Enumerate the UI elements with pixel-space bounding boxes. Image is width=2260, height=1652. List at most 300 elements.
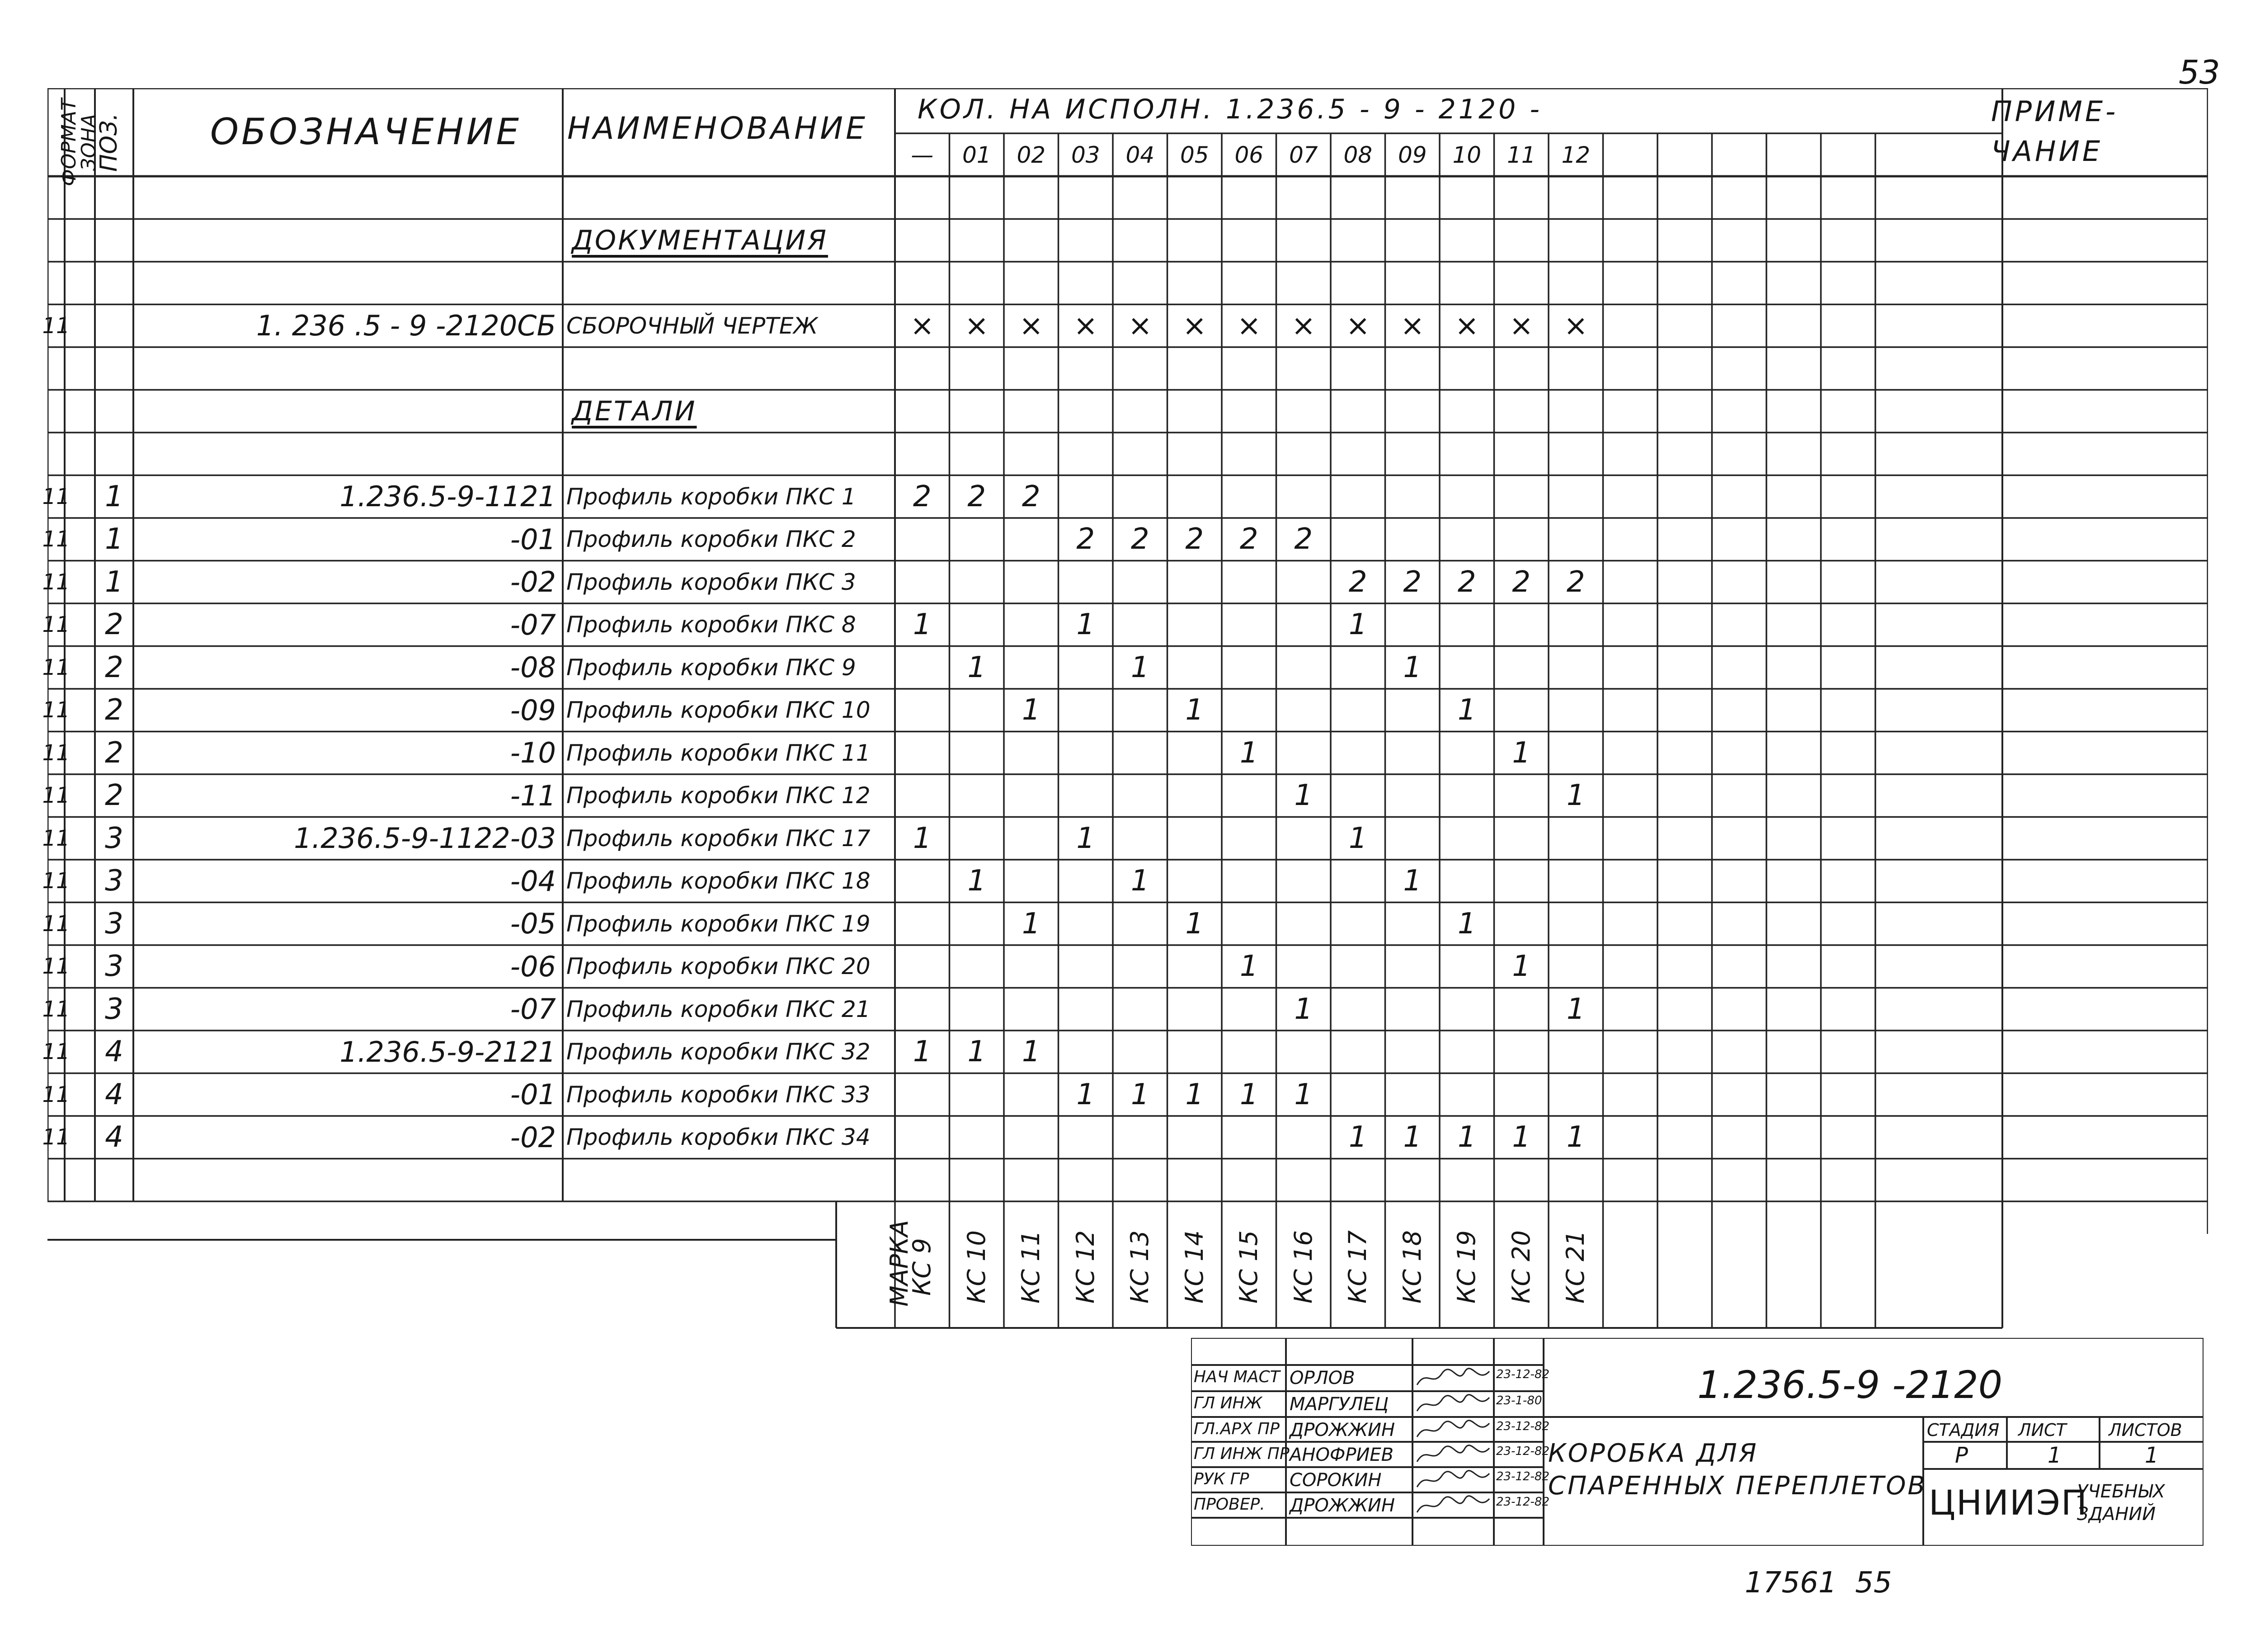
row-name: Профиль коробки ПКС 21: [566, 996, 871, 1022]
row-format: 11: [42, 1125, 70, 1150]
header-variant: 12: [1561, 141, 1591, 168]
qty-cell: [1385, 903, 1440, 946]
qty-cell: [1331, 732, 1385, 775]
row-pos: 2: [105, 608, 123, 642]
qty-cell: 2: [1348, 565, 1367, 599]
qty-cell: [1440, 646, 1494, 689]
signer-role: ГЛ.АРХ ПР: [1194, 1420, 1280, 1438]
qty-cell: 1: [1566, 779, 1585, 813]
qty-cell: 1: [1076, 608, 1095, 642]
signature: [1415, 1469, 1492, 1492]
qty-cell: [1113, 988, 1168, 1031]
qty-cell: [1331, 774, 1385, 817]
qty-cell: [1113, 603, 1168, 646]
qty-cell: [1549, 732, 1603, 775]
row-designation: [133, 390, 556, 433]
qty-cell: [1222, 646, 1276, 689]
qty-cell: [950, 817, 1004, 860]
qty-cell: 1: [1348, 608, 1367, 642]
qty-cell: [1113, 1031, 1168, 1073]
header-name: НАИМЕНОВАНИЕ: [567, 111, 868, 146]
qty-cell: [1168, 732, 1222, 775]
marka-value: КС 14: [1180, 1230, 1209, 1304]
qty-cell: [1549, 945, 1603, 988]
specification-table: [42, 88, 2208, 1331]
qty-cell: [1276, 475, 1331, 518]
qty-cell: [1549, 475, 1603, 518]
row-designation: -02: [510, 1120, 556, 1154]
qty-cell: [1004, 603, 1059, 646]
marka-value: КС 17: [1343, 1230, 1372, 1304]
row-designation: 1.236.5-9-1122-03: [294, 822, 556, 855]
qty-cell: [1222, 1031, 1276, 1073]
row-designation: -07: [510, 993, 556, 1026]
row-format: 11: [42, 697, 70, 723]
qty-cell: 1: [1185, 1078, 1204, 1111]
row-format: 11: [42, 484, 70, 509]
header-variant: 07: [1289, 141, 1318, 168]
qty-cell: [1549, 817, 1603, 860]
row-name: СБОРОЧНЫЙ ЧЕРТЕЖ: [566, 312, 818, 339]
row-format: [47, 176, 65, 219]
qty-cell: [1276, 561, 1331, 604]
qty-cell: [1331, 518, 1385, 561]
qty-cell: [1385, 603, 1440, 646]
signer-role: РУК ГР: [1194, 1470, 1249, 1488]
qty-cell: [1004, 860, 1059, 903]
qty-cell: [1549, 1073, 1603, 1116]
row-pos: [95, 305, 133, 348]
signer-date: 23-12-82: [1496, 1495, 1550, 1509]
qty-cell: ×: [910, 309, 935, 343]
qty-cell: [1385, 988, 1440, 1031]
qty-cell: 1: [1403, 650, 1422, 684]
signer-role: ПРОВЕР.: [1194, 1495, 1265, 1514]
qty-cell: [1385, 689, 1440, 732]
row-pos: 3: [105, 821, 123, 855]
sheet-label: ЛИСТ: [2018, 1420, 2067, 1440]
header-variant: 01: [962, 141, 991, 168]
row-designation: -06: [510, 950, 556, 983]
row-format: 11: [42, 783, 70, 809]
qty-cell: [1276, 860, 1331, 903]
qty-cell: [1059, 1031, 1113, 1073]
qty-cell: ×: [1346, 309, 1370, 343]
qty-cell: 1: [1294, 779, 1313, 813]
qty-cell: [1440, 860, 1494, 903]
org-subtitle: УЧЕБНЫХ ЗДАНИЙ: [2077, 1481, 2165, 1525]
qty-cell: [1276, 817, 1331, 860]
row-name: [566, 347, 894, 390]
qty-cell: [1004, 774, 1059, 817]
row-designation: -11: [510, 779, 556, 812]
row-designation: [133, 219, 556, 262]
qty-cell: [1385, 732, 1440, 775]
qty-cell: [1113, 903, 1168, 946]
qty-cell: [1168, 860, 1222, 903]
qty-cell: [1113, 732, 1168, 775]
qty-cell: [1494, 903, 1549, 946]
row-format: 11: [42, 527, 70, 552]
row-format: [47, 1159, 65, 1202]
qty-cell: [1222, 1116, 1276, 1159]
qty-cell: 1: [1185, 693, 1204, 727]
qty-cell: [1494, 689, 1549, 732]
qty-cell: 1: [1022, 693, 1041, 727]
qty-cell: [1004, 646, 1059, 689]
row-designation: -04: [510, 864, 556, 898]
row-name: [566, 1159, 894, 1202]
header-variant: 09: [1398, 141, 1427, 168]
qty-cell: [1059, 945, 1113, 988]
row-format: 11: [42, 612, 70, 638]
row-designation: -10: [510, 736, 556, 770]
qty-cell: 2: [1130, 522, 1149, 556]
qty-cell: [1113, 561, 1168, 604]
qty-cell: [1222, 817, 1276, 860]
row-designation: [133, 433, 556, 475]
qty-cell: [1494, 1073, 1549, 1116]
row-designation: -02: [510, 565, 556, 599]
row-name: Профиль коробки ПКС 17: [566, 825, 871, 852]
qty-cell: [1276, 945, 1331, 988]
marka-value: КС 18: [1398, 1230, 1427, 1304]
qty-cell: [950, 988, 1004, 1031]
qty-cell: 2: [1022, 480, 1041, 513]
qty-cell: [950, 518, 1004, 561]
qty-cell: ×: [1182, 309, 1207, 343]
qty-cell: [1276, 603, 1331, 646]
header-variant: 11: [1507, 141, 1536, 168]
qty-cell: [1331, 988, 1385, 1031]
signer-name: МАРГУЛЕЦ: [1290, 1394, 1389, 1415]
row-designation: 1.236.5-9-1121: [339, 480, 556, 513]
qty-cell: ×: [964, 309, 989, 343]
qty-cell: [1004, 1073, 1059, 1116]
qty-cell: [1168, 945, 1222, 988]
qty-cell: [1331, 1073, 1385, 1116]
signer-date: 23-1-80: [1496, 1394, 1542, 1407]
qty-cell: 2: [1076, 522, 1095, 556]
row-pos: 3: [105, 907, 123, 941]
qty-cell: 1: [1512, 950, 1531, 984]
qty-cell: 1: [1512, 736, 1531, 770]
row-designation: -05: [510, 907, 556, 941]
qty-cell: [1440, 603, 1494, 646]
qty-cell: [1331, 689, 1385, 732]
signature: [1415, 1444, 1492, 1467]
doc-title: КОРОБКА ДЛЯ СПАРЕННЫХ ПЕРЕПЛЕТОВ: [1548, 1439, 1927, 1501]
signature: [1415, 1393, 1492, 1417]
marka-value: КС 16: [1289, 1230, 1318, 1304]
row-format: 11: [42, 911, 70, 937]
qty-cell: [1004, 561, 1059, 604]
qty-cell: [1494, 646, 1549, 689]
qty-cell: [950, 689, 1004, 732]
qty-cell: [1494, 860, 1549, 903]
qty-cell: [1385, 945, 1440, 988]
page-number: 53: [2179, 53, 2220, 91]
qty-cell: [1004, 945, 1059, 988]
marka-value: КС 12: [1071, 1230, 1100, 1304]
stage-label: СТАДИЯ: [1927, 1420, 2000, 1440]
sheets-value: 1: [2145, 1443, 2159, 1468]
qty-cell: 1: [1457, 1120, 1476, 1154]
qty-cell: [895, 1073, 950, 1116]
qty-cell: [1059, 774, 1113, 817]
qty-cell: [895, 518, 950, 561]
qty-cell: 1: [1294, 992, 1313, 1026]
header-variant: 08: [1343, 141, 1373, 168]
qty-cell: [1494, 1031, 1549, 1073]
row-name: Профиль коробки ПКС 1: [566, 483, 856, 510]
qty-cell: 1: [1403, 864, 1422, 898]
signer-date: 23-12-82: [1496, 1470, 1550, 1483]
qty-cell: [1276, 732, 1331, 775]
signer-date: 23-12-82: [1496, 1368, 1550, 1381]
header-qty-title: КОЛ. НА ИСПОЛН. 1.236.5 - 9 - 2120 -: [918, 94, 1543, 125]
signer-date: 23-12-82: [1496, 1420, 1550, 1433]
section-heading: ДОКУМЕНТАЦИЯ: [572, 224, 828, 256]
marka-value: КС 11: [1017, 1230, 1045, 1304]
section-heading: ДЕТАЛИ: [572, 395, 697, 427]
qty-cell: [1059, 561, 1113, 604]
qty-cell: [1331, 646, 1385, 689]
row-pos: 3: [105, 992, 123, 1026]
qty-cell: [1168, 774, 1222, 817]
qty-cell: 1: [967, 650, 986, 684]
row-name: Профиль коробки ПКС 11: [566, 739, 871, 766]
qty-cell: [950, 945, 1004, 988]
qty-cell: 1: [1294, 1078, 1313, 1111]
qty-cell: [1440, 518, 1494, 561]
signer-name: АНОФРИЕВ: [1290, 1445, 1394, 1465]
qty-cell: [1331, 475, 1385, 518]
marka-value: КС 10: [962, 1230, 991, 1304]
row-format: [47, 433, 65, 475]
qty-cell: [1440, 988, 1494, 1031]
qty-cell: 2: [1185, 522, 1204, 556]
signer-name: ДРОЖЖИН: [1290, 1420, 1395, 1440]
qty-cell: [950, 903, 1004, 946]
row-name: [566, 262, 894, 305]
row-designation: [133, 176, 556, 219]
qty-cell: [1222, 988, 1276, 1031]
row-designation: -01: [510, 522, 556, 556]
row-format: [47, 347, 65, 390]
row-designation: 1. 236 .5 - 9 -2120СБ: [256, 309, 556, 343]
qty-cell: 1: [913, 1035, 932, 1069]
qty-cell: [1113, 945, 1168, 988]
qty-cell: [895, 903, 950, 946]
qty-cell: [1113, 817, 1168, 860]
qty-cell: [1385, 774, 1440, 817]
row-format: [47, 262, 65, 305]
qty-cell: ×: [1237, 309, 1262, 343]
qty-cell: [1440, 475, 1494, 518]
qty-cell: [1004, 817, 1059, 860]
qty-cell: [1004, 732, 1059, 775]
qty-cell: [1549, 860, 1603, 903]
marka-value: КС 15: [1234, 1230, 1263, 1304]
qty-cell: ×: [1019, 309, 1044, 343]
qty-cell: [1331, 1031, 1385, 1073]
qty-cell: [1276, 689, 1331, 732]
qty-cell: [1549, 603, 1603, 646]
row-designation: -09: [510, 693, 556, 727]
qty-cell: [1494, 988, 1549, 1031]
qty-cell: ×: [1563, 309, 1588, 343]
qty-cell: [1222, 603, 1276, 646]
qty-cell: [1004, 1116, 1059, 1159]
qty-cell: [1276, 903, 1331, 946]
qty-cell: [1549, 646, 1603, 689]
qty-cell: 1: [1130, 650, 1149, 684]
qty-cell: [1385, 817, 1440, 860]
marka-label: МАРКА: [885, 1220, 913, 1307]
row-pos: 2: [105, 693, 123, 727]
header-variant: 03: [1071, 141, 1100, 168]
row-pos: 2: [105, 736, 123, 770]
qty-cell: [1168, 1031, 1222, 1073]
row-pos: 1: [105, 480, 123, 513]
qty-cell: [1549, 518, 1603, 561]
qty-cell: [1222, 475, 1276, 518]
row-name: Профиль коробки ПКС 3: [566, 569, 856, 595]
header-format: ФОРМАТ: [57, 99, 80, 186]
row-name: [566, 433, 894, 475]
qty-cell: [1168, 817, 1222, 860]
marka-value: КС 21: [1561, 1230, 1590, 1304]
row-name: Профиль коробки ПКС 2: [566, 526, 856, 553]
row-designation: -01: [510, 1078, 556, 1111]
qty-cell: [895, 732, 950, 775]
row-pos: 2: [105, 650, 123, 684]
qty-cell: [1494, 518, 1549, 561]
stage-value: Р: [1955, 1443, 1968, 1468]
qty-cell: [1276, 1031, 1331, 1073]
qty-cell: [895, 561, 950, 604]
signature: [1415, 1494, 1492, 1518]
qty-cell: [1331, 945, 1385, 988]
qty-cell: [1440, 1031, 1494, 1073]
row-name: Профиль коробки ПКС 32: [566, 1039, 871, 1065]
header-variant: —: [911, 141, 934, 168]
qty-cell: ×: [1455, 309, 1479, 343]
signer-name: СОРОКИН: [1290, 1470, 1382, 1491]
row-format: [47, 219, 65, 262]
qty-cell: ×: [1128, 309, 1153, 343]
qty-cell: 1: [1239, 950, 1258, 984]
org-name: ЦНИИЭП: [1929, 1483, 2088, 1523]
qty-cell: [1113, 475, 1168, 518]
row-designation: -07: [510, 608, 556, 641]
qty-cell: ×: [1291, 309, 1316, 343]
header-zone: ЗОНА: [77, 113, 100, 171]
qty-cell: [1440, 817, 1494, 860]
qty-cell: 1: [1130, 1078, 1149, 1111]
qty-cell: 1: [913, 821, 932, 855]
qty-cell: [1331, 903, 1385, 946]
qty-cell: [1549, 903, 1603, 946]
header-variant: 05: [1180, 141, 1209, 168]
qty-cell: ×: [1400, 309, 1425, 343]
row-pos: [95, 347, 133, 390]
signature: [1415, 1419, 1492, 1442]
row-pos: [95, 433, 133, 475]
qty-cell: [1440, 1073, 1494, 1116]
row-designation: [133, 1159, 556, 1202]
row-format: 11: [42, 569, 70, 595]
qty-cell: [895, 689, 950, 732]
qty-cell: [895, 945, 950, 988]
qty-cell: [1059, 860, 1113, 903]
qty-cell: [1385, 475, 1440, 518]
qty-cell: 2: [913, 480, 932, 513]
qty-cell: [1113, 774, 1168, 817]
qty-cell: [1059, 1116, 1113, 1159]
qty-cell: [1004, 518, 1059, 561]
qty-cell: 1: [1348, 821, 1367, 855]
qty-cell: 2: [1512, 565, 1531, 599]
marka-value: КС 13: [1125, 1230, 1154, 1304]
row-format: 11: [42, 868, 70, 894]
marka-value: КС 20: [1507, 1230, 1535, 1304]
row-designation: [133, 262, 556, 305]
qty-cell: 1: [1239, 736, 1258, 770]
sheets-label: ЛИСТОВ: [2109, 1420, 2182, 1440]
sheet-value: 1: [2048, 1443, 2062, 1468]
row-pos: [95, 390, 133, 433]
qty-cell: [1168, 561, 1222, 604]
qty-cell: [1059, 732, 1113, 775]
qty-cell: [1440, 774, 1494, 817]
qty-cell: 1: [1348, 1120, 1367, 1154]
qty-cell: [1494, 817, 1549, 860]
header-variant: 02: [1017, 141, 1046, 168]
qty-cell: 1: [1076, 1078, 1095, 1111]
qty-cell: 1: [1185, 907, 1204, 941]
signer-name: ДРОЖЖИН: [1290, 1495, 1395, 1516]
row-format: 11: [42, 1039, 70, 1065]
qty-cell: [950, 603, 1004, 646]
qty-cell: 1: [1566, 1120, 1585, 1154]
qty-cell: 1: [1566, 992, 1585, 1026]
qty-cell: [1440, 945, 1494, 988]
row-pos: 4: [105, 1120, 123, 1154]
row-name: [566, 176, 894, 219]
qty-cell: [950, 732, 1004, 775]
header-pos: ПОЗ.: [95, 113, 122, 172]
qty-cell: [895, 988, 950, 1031]
row-format: 11: [42, 825, 70, 851]
row-pos: 2: [105, 779, 123, 813]
qty-cell: 2: [1239, 522, 1258, 556]
qty-cell: [1059, 903, 1113, 946]
qty-cell: 1: [1022, 1035, 1041, 1069]
row-pos: [95, 262, 133, 305]
qty-cell: 1: [1022, 907, 1041, 941]
row-name: Профиль коробки ПКС 18: [566, 868, 871, 894]
qty-cell: 2: [967, 480, 986, 513]
marka-value: КС 9: [908, 1238, 936, 1296]
qty-cell: [895, 1116, 950, 1159]
qty-cell: [1059, 475, 1113, 518]
row-pos: [95, 219, 133, 262]
qty-cell: 1: [913, 608, 932, 642]
signer-name: ОРЛОВ: [1290, 1368, 1355, 1388]
qty-cell: [1168, 646, 1222, 689]
